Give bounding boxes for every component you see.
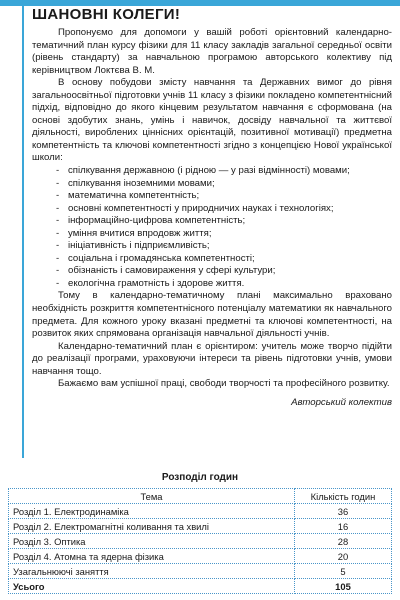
list-item: - інформаційно-цифрова компетентність; <box>56 215 392 228</box>
table-row <box>9 534 392 549</box>
hours-cell: 28 <box>295 534 392 549</box>
closing-paragraph: Тому в календарно-тематичному плані максимально враховано необхідність розкриття компетентнісного потенціалу математики як навчального предмета. Для кожного уроку вказані предметні та ключові компетентності, на розвиток яких спрямована організація навчальної діяльності учнів. <box>32 290 392 340</box>
table-row <box>9 519 392 534</box>
table-row <box>9 504 392 519</box>
topic-cell: Розділ 3. Оптика <box>9 534 295 549</box>
left-accent-rule <box>22 6 24 458</box>
list-item: - уміння вчитися впродовж життя; <box>56 228 392 241</box>
table-row <box>9 549 392 564</box>
list-item: - математична компетентність; <box>56 190 392 203</box>
list-item: - обізнаність і самовираження у сфері культури; <box>56 265 392 278</box>
hours-cell: 36 <box>295 504 392 519</box>
list-item: - соціальна і громадянська компетентності; <box>56 253 392 266</box>
list-item: - спілкування державною (і рідною — у разі відмінності) мовами; <box>56 165 392 178</box>
list-item: - екологічна грамотність і здорове життя. <box>56 278 392 291</box>
hours-cell: 20 <box>295 549 392 564</box>
topic-cell: Розділ 1. Електродинаміка <box>9 504 295 519</box>
signature: Авторський колектив <box>291 396 392 408</box>
topic-cell: Розділ 2. Електромагнітні коливання та хвилі <box>9 519 295 534</box>
hours-table <box>8 488 392 594</box>
closing-paragraph: Календарно-тематичний план є орієнтиром: учитель може творчо підійти до реалізації програми, ураховуючи інтереси та рівень підготовки учнів, умови навчання тощо. <box>32 340 392 377</box>
intro-paragraph: В основу побудови змісту навчання та Державних вимог до рівня загальноосвітньої підготовки учнів 11 класу з фізики покладено компетентнісний підхід, відповідно до якого кінцевим результатом навчання є сформована (на основі здобутих знань, умінь і навичок, досвіду навчальної та життєвої діяльності, вироблених ціннісних орієнтацій, позитивної мотивації) предметна компетентність та ключові компетентності згідно з концепцією Нової української школи: <box>32 77 392 164</box>
topic-cell: Розділ 4. Атомна та ядерна фізика <box>9 549 295 564</box>
column-header-hours: Кількість годин <box>295 489 392 504</box>
list-item: - основні компетентності у природничих науках і технологіях; <box>56 203 392 216</box>
closing-paragraph: Бажаємо вам успішної праці, свободи творчості та професійного розвитку. <box>58 378 390 390</box>
hours-cell: 16 <box>295 519 392 534</box>
column-header-topic: Тема <box>9 489 295 504</box>
total-label-cell: Усього <box>9 579 295 594</box>
table-row <box>9 564 392 579</box>
topic-cell: Узагальнюючі заняття <box>9 564 295 579</box>
competency-list <box>32 165 392 290</box>
list-item: - ініціативність і підприємливість; <box>56 240 392 253</box>
page-heading: ШАНОВНІ КОЛЕГИ! <box>32 6 181 23</box>
total-hours-cell: 105 <box>295 579 392 594</box>
intro-paragraph: Пропонуємо для допомоги у вашій роботі орієнтовний календарно-тематичний план курсу фізики для 11 класу закладів загальної середньої освіти (рівень стандарту) за навчальною програмою авторського колективу під керівництвом Локтєва В. М. <box>32 27 392 76</box>
table-header-row <box>9 489 392 504</box>
list-item: - спілкування іноземними мовами; <box>56 178 392 191</box>
table-title: Розподіл годин <box>161 472 239 483</box>
letter-body <box>32 27 392 409</box>
table-total-row <box>9 579 392 594</box>
hours-cell: 5 <box>295 564 392 579</box>
